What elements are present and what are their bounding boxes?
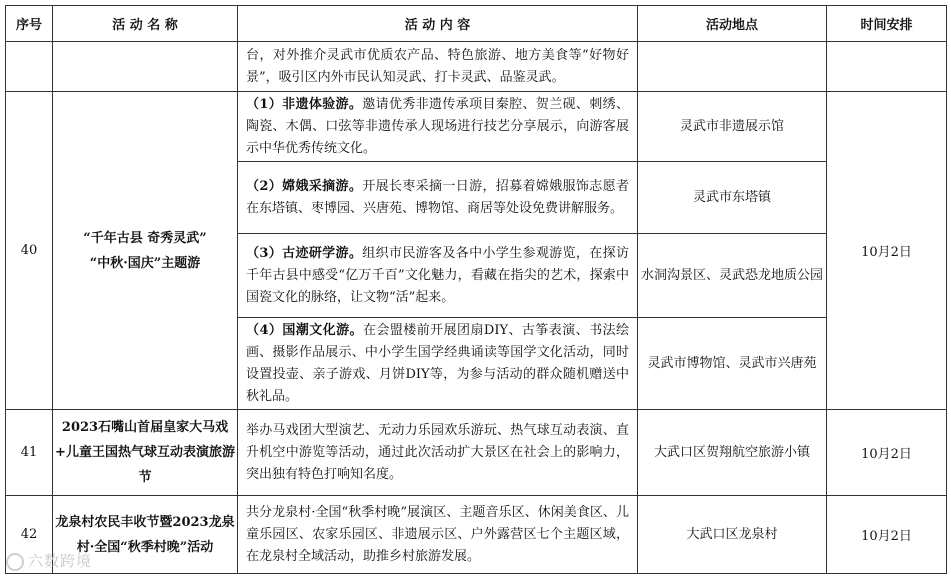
subitem-text: 开展长枣采摘一日游，招募着嫦娥服饰志愿者在东塔镇、枣博园、兴唐苑、博物馆、商居等处设免费讲解服务。 — [246, 178, 629, 216]
header-name: 活 动 名 称 — [53, 6, 238, 42]
subitem-title: （2）嫦娥采摘游。 — [246, 178, 363, 194]
row-location: 大武口区龙泉村 — [638, 496, 827, 574]
subitem-location: 水洞沟景区、灵武恐龙地质公园 — [638, 234, 827, 318]
subitem-text: 邀请优秀非遗传承项目秦腔、贺兰砚、刺绣、陶瓷、木偶、口弦等非遗传承人现场进行技艺分享展示，向游客展示中华优秀传统文化。 — [246, 96, 629, 156]
row-content: 举办马戏团大型演艺、无动力乐园欢乐游玩、热气球互动表演、直升机空中游览等活动，通过此次活动扩大景区在社会上的影响力，突出独有特色打响知名度。 — [238, 410, 638, 496]
subitem-content — [238, 162, 638, 234]
row-location: 大武口区贺翔航空旅游小镇 — [638, 410, 827, 496]
header-location: 活动地点 — [638, 6, 827, 42]
table-row — [6, 42, 947, 92]
row-num: 41 — [6, 410, 53, 496]
subitem-content — [238, 92, 638, 162]
subitem-title: （1）非遗体验游。 — [246, 96, 363, 112]
table-row — [6, 496, 947, 574]
header-row — [6, 6, 947, 42]
watermark-logo-icon — [6, 553, 24, 571]
row-content: 共分龙泉村·全国“秋季村晚”展演区、主题音乐区、休闲美食区、儿童乐园区、农家乐园区、非遗展示区、户外露营区七个主题区域，在龙泉村全域活动，助推乡村旅游发展。 — [238, 496, 638, 574]
subitem-content — [238, 318, 638, 410]
row-num: 40 — [6, 92, 53, 410]
row-num — [6, 42, 53, 92]
row-name: 2023石嘴山首届皇家大马戏+儿童王国热气球互动表演旅游节 — [53, 410, 238, 496]
subitem-content — [238, 234, 638, 318]
subitem-location: 灵武市博物馆、灵武市兴唐苑 — [638, 318, 827, 410]
row-time: 10月2日 — [827, 410, 947, 496]
row-num: 42 — [6, 496, 53, 574]
activity-schedule-table — [5, 5, 947, 574]
subitem-title: （3）古迹研学游。 — [246, 245, 363, 261]
row-time: 10月2日 — [827, 496, 947, 574]
table-row — [6, 92, 947, 162]
header-time: 时间安排 — [827, 6, 947, 42]
row-time: 10月2日 — [827, 92, 947, 410]
row-location — [638, 42, 827, 92]
row-content: 台，对外推介灵武市优质农产品、特色旅游、地方美食等“好物好景”，吸引区内外市民认知灵武、打卡灵武、品鉴灵武。 — [238, 42, 638, 92]
watermark — [6, 550, 92, 571]
table-row — [6, 410, 947, 496]
subitem-text: 在会盟楼前开展团扇DIY、古筝表演、书法绘画、摄影作品展示、中小学生国学经典诵读等国学文化活动，同时设置投壶、亲子游戏、月饼DIY等，为参与活动的群众随机赠送中秋礼品。 — [246, 322, 629, 404]
header-num: 序号 — [6, 6, 53, 42]
header-content: 活 动 内 容 — [238, 6, 638, 42]
subitem-location: 灵武市东塔镇 — [638, 162, 827, 234]
row-name — [53, 42, 238, 92]
row-name: “千年古县 奇秀灵武” “中秋·国庆”主题游 — [53, 92, 238, 410]
row-time — [827, 42, 947, 92]
watermark-text: 六数跨境 — [28, 552, 93, 570]
row-name: 龙泉村农民丰收节暨2023龙泉村·全国“秋季村晚”活动 — [53, 496, 238, 574]
subitem-location: 灵武市非遗展示馆 — [638, 92, 827, 162]
subitem-text: 组织市民游客及各中小学生参观游览，在探访千年古县中感受“亿万千百”文化魅力，看藏在指尖的艺术，探索中国瓷文化的脉络，让文物“活”起来。 — [246, 245, 629, 305]
subitem-title: （4）国潮文化游。 — [246, 322, 363, 338]
